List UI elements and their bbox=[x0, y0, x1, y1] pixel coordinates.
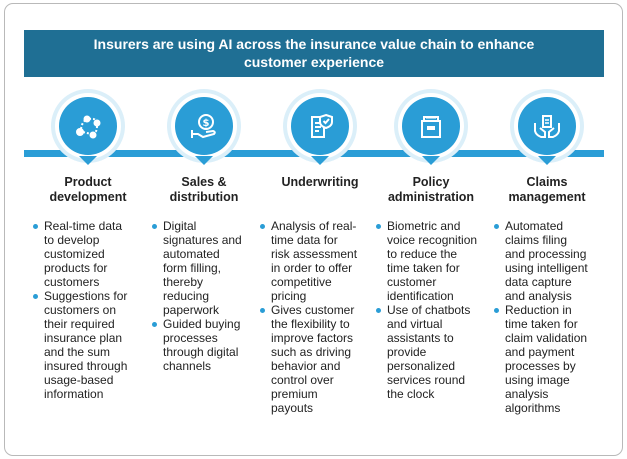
stage-2-pointer bbox=[195, 156, 213, 165]
hand-dollar-icon bbox=[188, 110, 220, 142]
list-item: Gives customer the flexibility to improve factors such as driving behavior and control over premium payouts bbox=[260, 303, 357, 415]
stage-3-icon-badge bbox=[283, 89, 357, 163]
stage-1-icon-badge bbox=[51, 89, 125, 163]
list-item: Reduction in time taken for claim validation and payment processes by using image analysis algorithms bbox=[494, 303, 588, 415]
stage-2-icon-badge bbox=[167, 89, 241, 163]
list-item: Real-time data to develop customized products for customers bbox=[33, 219, 127, 289]
network-nodes-icon bbox=[72, 110, 104, 142]
stage-3-bullets bbox=[260, 219, 357, 415]
stage-1-pointer bbox=[79, 156, 97, 165]
stage-5-pointer bbox=[538, 156, 556, 165]
file-cabinet-icon bbox=[415, 110, 447, 142]
title-line-1: Insurers are using AI across the insurance value chain to enhance bbox=[93, 36, 535, 52]
stage-2-heading: Sales & distribution bbox=[169, 175, 239, 204]
title-banner bbox=[24, 30, 604, 77]
stage-3-pointer bbox=[311, 156, 329, 165]
title-line-2: customer experience bbox=[243, 54, 385, 70]
stage-1-bullets bbox=[33, 219, 127, 401]
stage-1-heading: Product development bbox=[49, 175, 127, 204]
stage-5-heading: Claims management bbox=[508, 175, 586, 204]
stage-5-bullets bbox=[494, 219, 588, 415]
list-item: Suggestions for customers on their required insurance plan and the sum insured through usage-based information bbox=[33, 289, 127, 401]
hands-document-icon bbox=[531, 110, 563, 142]
stage-3-heading: Underwriting bbox=[281, 175, 359, 189]
list-item: Use of chatbots and virtual assistants to provide personalized services round the clock bbox=[376, 303, 477, 401]
stage-2-bullets bbox=[152, 219, 242, 373]
stage-4-icon-badge bbox=[394, 89, 468, 163]
svg-text:$: $ bbox=[202, 118, 210, 129]
stage-4-heading: Policy administration bbox=[387, 175, 475, 204]
document-shield-icon bbox=[304, 110, 336, 142]
stage-4-bullets bbox=[376, 219, 477, 401]
list-item: Biometric and voice recognition to reduce the time taken for customer identification bbox=[376, 219, 477, 303]
stage-5-icon-badge bbox=[510, 89, 584, 163]
list-item: Digital signatures and automated form filling, thereby reducing paperwork bbox=[152, 219, 242, 317]
list-item: Automated claims filing and processing using intelligent data capture and analysis bbox=[494, 219, 588, 303]
list-item: Guided buying processes through digital channels bbox=[152, 317, 242, 373]
stage-4-pointer bbox=[422, 156, 440, 165]
list-item: Analysis of real- time data for risk assessment in order to offer competitive pricing bbox=[260, 219, 357, 303]
